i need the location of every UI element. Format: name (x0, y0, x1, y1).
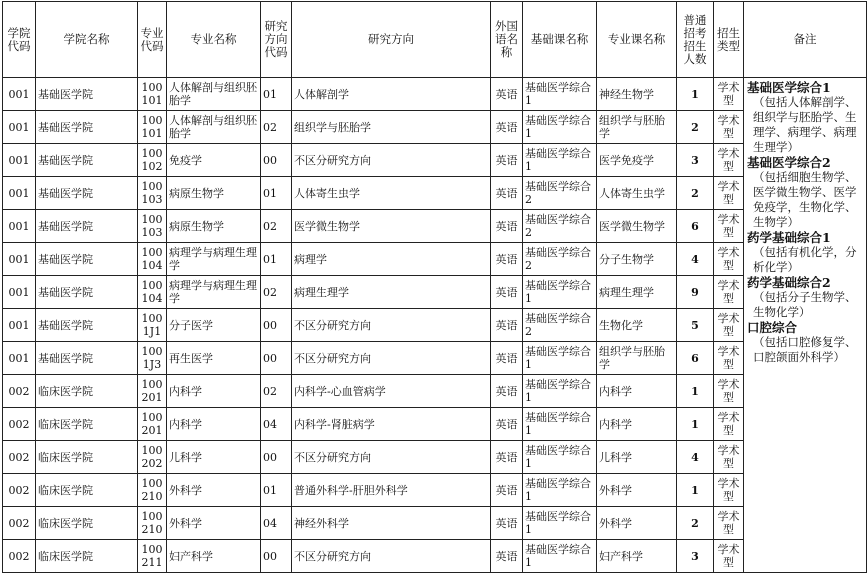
cell-college-code: 001 (3, 177, 36, 210)
cell-language: 英语 (491, 441, 523, 474)
cell-college-code: 001 (3, 243, 36, 276)
cell-major-name: 内科学 (167, 408, 261, 441)
cell-direction-code: 01 (261, 177, 292, 210)
note-title: 口腔综合 (747, 320, 798, 335)
cell-college-code: 001 (3, 276, 36, 309)
cell-direction: 神经外科学 (292, 507, 491, 540)
header-enrollment-count: 普通招考招生人数 (677, 2, 714, 78)
cell-enrollment-count: 3 (677, 144, 714, 177)
cell-enrollment-type: 学术型 (714, 144, 744, 177)
header-major-name: 专业名称 (167, 2, 261, 78)
cell-major-code: 1001J3 (138, 342, 167, 375)
header-direction-code: 研究方向代码 (261, 2, 292, 78)
cell-basic-course: 基础医学综合1 (523, 144, 597, 177)
cell-language: 英语 (491, 408, 523, 441)
cell-college-name: 临床医学院 (36, 507, 138, 540)
cell-major-name: 人体解剖与组织胚胎学 (167, 111, 261, 144)
cell-basic-course: 基础医学综合1 (523, 540, 597, 573)
cell-language: 英语 (491, 78, 523, 111)
cell-major-name: 再生医学 (167, 342, 261, 375)
cell-direction-code: 00 (261, 540, 292, 573)
cell-major-code: 100201 (138, 408, 167, 441)
cell-college-name: 基础医学院 (36, 111, 138, 144)
cell-college-code: 002 (3, 375, 36, 408)
cell-direction-code: 01 (261, 243, 292, 276)
cell-college-code: 002 (3, 441, 36, 474)
cell-major-name: 病理学与病理生理学 (167, 276, 261, 309)
cell-basic-course: 基础医学综合1 (523, 507, 597, 540)
cell-language: 英语 (491, 276, 523, 309)
cell-major-code: 100102 (138, 144, 167, 177)
cell-college-code: 001 (3, 78, 36, 111)
cell-direction: 不区分研究方向 (292, 342, 491, 375)
notes-cell (744, 78, 867, 573)
table-row (3, 78, 867, 111)
cell-major-name: 内科学 (167, 375, 261, 408)
table-row (3, 111, 867, 144)
cell-basic-course: 基础医学综合1 (523, 276, 597, 309)
table-row (3, 375, 867, 408)
table-row (3, 540, 867, 573)
note-description: （包括有机化学，分析化学） (753, 245, 857, 274)
table-row (3, 441, 867, 474)
cell-major-code: 100201 (138, 375, 167, 408)
cell-enrollment-type: 学术型 (714, 78, 744, 111)
cell-specialty-course: 外科学 (597, 474, 677, 507)
cell-enrollment-count: 1 (677, 474, 714, 507)
cell-specialty-course: 生物化学 (597, 309, 677, 342)
cell-specialty-course: 医学免疫学 (597, 144, 677, 177)
note-description: （包括口腔修复学、口腔颌面外科学） (753, 335, 857, 364)
cell-language: 英语 (491, 474, 523, 507)
cell-specialty-course: 外科学 (597, 507, 677, 540)
cell-specialty-course: 内科学 (597, 375, 677, 408)
cell-enrollment-count: 1 (677, 408, 714, 441)
header-enrollment-type: 招生类型 (714, 2, 744, 78)
cell-college-code: 002 (3, 507, 36, 540)
cell-direction-code: 00 (261, 342, 292, 375)
cell-basic-course: 基础医学综合1 (523, 474, 597, 507)
cell-specialty-course: 病理生理学 (597, 276, 677, 309)
cell-direction: 人体寄生虫学 (292, 177, 491, 210)
cell-language: 英语 (491, 144, 523, 177)
table-row (3, 210, 867, 243)
cell-basic-course: 基础医学综合2 (523, 243, 597, 276)
cell-basic-course: 基础医学综合1 (523, 111, 597, 144)
cell-major-code: 100202 (138, 441, 167, 474)
header-direction: 研究方向 (292, 2, 491, 78)
cell-enrollment-type: 学术型 (714, 375, 744, 408)
cell-major-code: 100104 (138, 243, 167, 276)
cell-basic-course: 基础医学综合2 (523, 210, 597, 243)
cell-enrollment-type: 学术型 (714, 243, 744, 276)
cell-specialty-course: 妇产科学 (597, 540, 677, 573)
cell-major-name: 分子医学 (167, 309, 261, 342)
cell-direction: 医学微生物学 (292, 210, 491, 243)
cell-enrollment-count: 2 (677, 111, 714, 144)
cell-enrollment-type: 学术型 (714, 441, 744, 474)
cell-enrollment-type: 学术型 (714, 309, 744, 342)
cell-direction-code: 04 (261, 507, 292, 540)
cell-language: 英语 (491, 177, 523, 210)
cell-direction: 不区分研究方向 (292, 144, 491, 177)
note-title: 药学基础综合1 (747, 230, 831, 245)
cell-language: 英语 (491, 309, 523, 342)
cell-specialty-course: 内科学 (597, 408, 677, 441)
cell-college-name: 临床医学院 (36, 408, 138, 441)
cell-basic-course: 基础医学综合2 (523, 177, 597, 210)
cell-basic-course: 基础医学综合1 (523, 441, 597, 474)
cell-enrollment-type: 学术型 (714, 210, 744, 243)
cell-enrollment-count: 4 (677, 441, 714, 474)
cell-enrollment-type: 学术型 (714, 507, 744, 540)
cell-college-name: 基础医学院 (36, 276, 138, 309)
cell-college-name: 基础医学院 (36, 309, 138, 342)
cell-enrollment-count: 2 (677, 507, 714, 540)
cell-major-code: 100101 (138, 111, 167, 144)
cell-major-name: 免疫学 (167, 144, 261, 177)
header-specialty-course: 专业课名称 (597, 2, 677, 78)
cell-specialty-course: 医学微生物学 (597, 210, 677, 243)
cell-enrollment-count: 3 (677, 540, 714, 573)
cell-basic-course: 基础医学综合2 (523, 309, 597, 342)
cell-specialty-course: 组织学与胚胎学 (597, 342, 677, 375)
cell-college-code: 001 (3, 309, 36, 342)
note-description: （包括人体解剖学、组织学与胚胎学、生理学、病理学、病理生理学） (753, 95, 857, 154)
cell-college-code: 001 (3, 144, 36, 177)
cell-college-name: 基础医学院 (36, 177, 138, 210)
cell-direction-code: 01 (261, 78, 292, 111)
cell-enrollment-type: 学术型 (714, 408, 744, 441)
cell-college-name: 基础医学院 (36, 243, 138, 276)
note-title: 药学基础综合2 (747, 275, 831, 290)
enrollment-table (2, 1, 867, 573)
cell-direction-code: 01 (261, 474, 292, 507)
cell-major-code: 100101 (138, 78, 167, 111)
cell-direction: 人体解剖学 (292, 78, 491, 111)
cell-direction: 不区分研究方向 (292, 441, 491, 474)
header-college-code: 学院代码 (3, 2, 36, 78)
cell-direction-code: 02 (261, 375, 292, 408)
cell-direction-code: 00 (261, 309, 292, 342)
cell-basic-course: 基础医学综合1 (523, 342, 597, 375)
cell-college-name: 基础医学院 (36, 342, 138, 375)
cell-college-code: 002 (3, 408, 36, 441)
cell-major-code: 100103 (138, 210, 167, 243)
header-college-name: 学院名称 (36, 2, 138, 78)
cell-major-name: 病原生物学 (167, 177, 261, 210)
cell-college-name: 基础医学院 (36, 144, 138, 177)
cell-specialty-course: 人体寄生虫学 (597, 177, 677, 210)
cell-enrollment-type: 学术型 (714, 342, 744, 375)
cell-specialty-course: 儿科学 (597, 441, 677, 474)
cell-major-name: 病原生物学 (167, 210, 261, 243)
cell-college-name: 基础医学院 (36, 210, 138, 243)
cell-college-name: 临床医学院 (36, 441, 138, 474)
cell-major-code: 100103 (138, 177, 167, 210)
cell-specialty-course: 神经生物学 (597, 78, 677, 111)
cell-direction: 病理生理学 (292, 276, 491, 309)
cell-enrollment-type: 学术型 (714, 177, 744, 210)
table-row (3, 309, 867, 342)
cell-college-code: 002 (3, 540, 36, 573)
cell-major-name: 儿科学 (167, 441, 261, 474)
cell-enrollment-count: 1 (677, 375, 714, 408)
note-title: 基础医学综合2 (747, 155, 831, 170)
cell-enrollment-count: 9 (677, 276, 714, 309)
cell-enrollment-type: 学术型 (714, 276, 744, 309)
cell-major-name: 人体解剖与组织胚胎学 (167, 78, 261, 111)
cell-basic-course: 基础医学综合1 (523, 408, 597, 441)
cell-college-name: 临床医学院 (36, 540, 138, 573)
cell-basic-course: 基础医学综合1 (523, 375, 597, 408)
table-row (3, 408, 867, 441)
cell-major-code: 100210 (138, 507, 167, 540)
table-row (3, 177, 867, 210)
cell-college-name: 临床医学院 (36, 375, 138, 408)
cell-language: 英语 (491, 507, 523, 540)
cell-direction-code: 02 (261, 111, 292, 144)
cell-direction: 病理学 (292, 243, 491, 276)
cell-major-name: 外科学 (167, 507, 261, 540)
cell-direction-code: 04 (261, 408, 292, 441)
cell-college-code: 001 (3, 210, 36, 243)
cell-direction-code: 02 (261, 276, 292, 309)
cell-enrollment-count: 4 (677, 243, 714, 276)
cell-direction: 不区分研究方向 (292, 309, 491, 342)
header-row (3, 2, 867, 78)
table-row (3, 144, 867, 177)
cell-enrollment-count: 6 (677, 342, 714, 375)
cell-major-name: 妇产科学 (167, 540, 261, 573)
cell-language: 英语 (491, 111, 523, 144)
header-notes: 备注 (744, 2, 867, 78)
cell-major-code: 1001J1 (138, 309, 167, 342)
cell-language: 英语 (491, 210, 523, 243)
note-description: （包括分子生物学、生物化学） (753, 290, 857, 319)
cell-college-name: 临床医学院 (36, 474, 138, 507)
cell-major-code: 100211 (138, 540, 167, 573)
cell-direction: 内科学-心血管病学 (292, 375, 491, 408)
note-title: 基础医学综合1 (747, 80, 831, 95)
table-row (3, 342, 867, 375)
cell-enrollment-type: 学术型 (714, 111, 744, 144)
cell-direction: 内科学-肾脏病学 (292, 408, 491, 441)
cell-enrollment-count: 1 (677, 78, 714, 111)
note-description: （包括细胞生物学、医学微生物学、医学免疫学，生物化学、生物学） (753, 170, 857, 229)
cell-language: 英语 (491, 342, 523, 375)
cell-specialty-course: 组织学与胚胎学 (597, 111, 677, 144)
cell-major-name: 病理学与病理生理学 (167, 243, 261, 276)
table-row (3, 243, 867, 276)
cell-direction: 普通外科学-肝胆外科学 (292, 474, 491, 507)
table-row (3, 276, 867, 309)
cell-enrollment-count: 6 (677, 210, 714, 243)
cell-college-name: 基础医学院 (36, 78, 138, 111)
cell-direction-code: 02 (261, 210, 292, 243)
table-row (3, 474, 867, 507)
cell-major-code: 100210 (138, 474, 167, 507)
cell-college-code: 002 (3, 474, 36, 507)
cell-enrollment-type: 学术型 (714, 474, 744, 507)
cell-enrollment-count: 2 (677, 177, 714, 210)
cell-language: 英语 (491, 540, 523, 573)
cell-college-code: 001 (3, 342, 36, 375)
cell-college-code: 001 (3, 111, 36, 144)
cell-direction-code: 00 (261, 144, 292, 177)
cell-basic-course: 基础医学综合1 (523, 78, 597, 111)
cell-specialty-course: 分子生物学 (597, 243, 677, 276)
header-major-code: 专业代码 (138, 2, 167, 78)
cell-enrollment-type: 学术型 (714, 540, 744, 573)
cell-language: 英语 (491, 243, 523, 276)
table-row (3, 507, 867, 540)
cell-direction: 组织学与胚胎学 (292, 111, 491, 144)
header-language: 外国语名称 (491, 2, 523, 78)
cell-enrollment-count: 5 (677, 309, 714, 342)
cell-language: 英语 (491, 375, 523, 408)
header-basic-course: 基础课名称 (523, 2, 597, 78)
cell-direction-code: 00 (261, 441, 292, 474)
cell-direction: 不区分研究方向 (292, 540, 491, 573)
cell-major-code: 100104 (138, 276, 167, 309)
cell-major-name: 外科学 (167, 474, 261, 507)
